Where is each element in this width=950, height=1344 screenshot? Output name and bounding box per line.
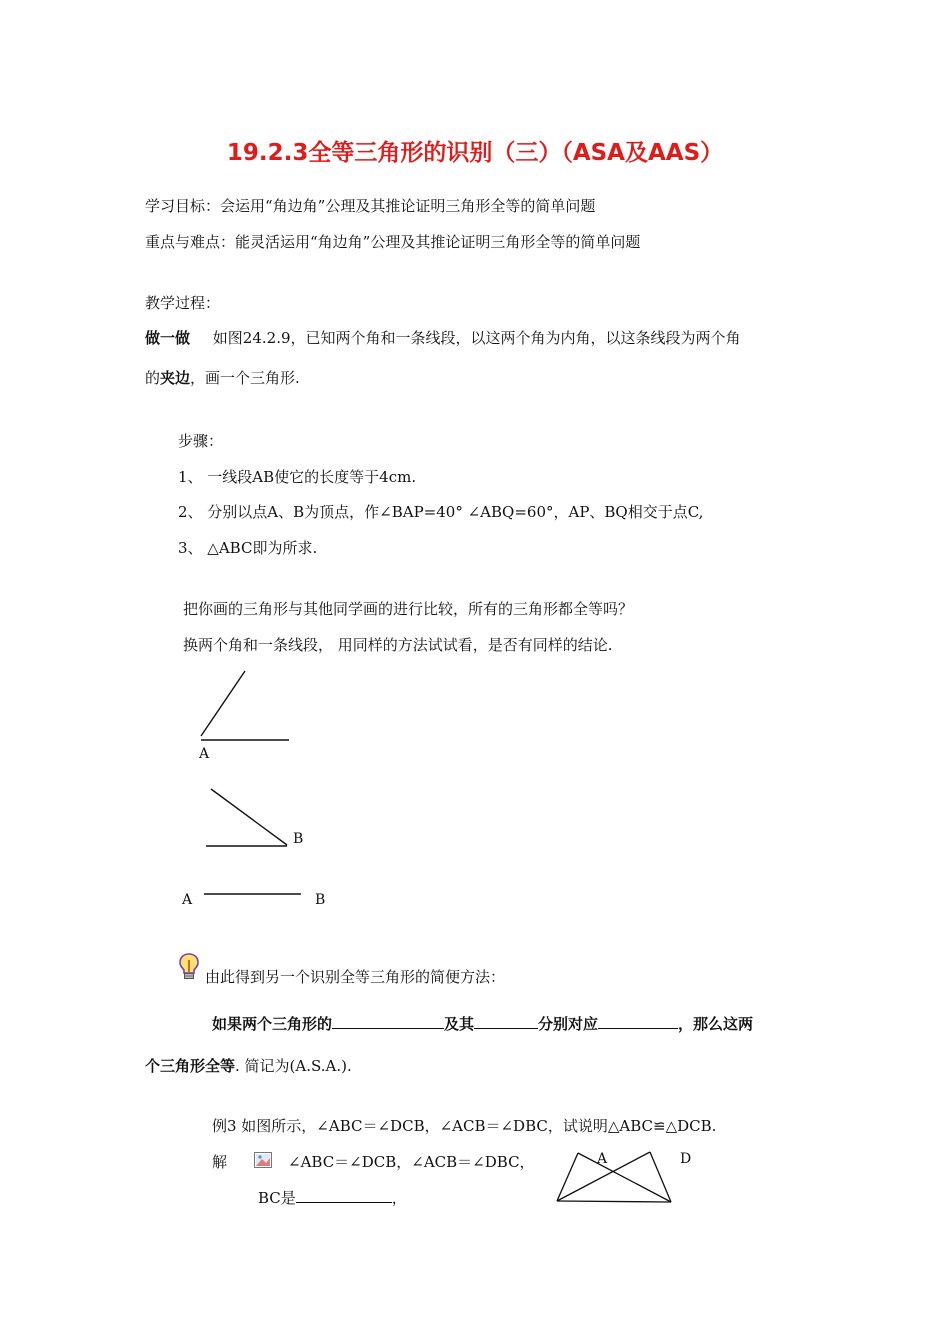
angle-a-ray: [201, 671, 245, 736]
blank-1[interactable]: [332, 1013, 444, 1029]
example-line-bc: [557, 1201, 671, 1202]
label-a-1: A: [199, 746, 210, 762]
activity-text-1: 如图24.2.9，已知两个角和一条线段，以这两个角为内角，以这条线段为两个角: [212, 329, 741, 347]
example-line-ba: [557, 1153, 578, 1201]
solution-label: 解: [212, 1153, 228, 1171]
activity-label: 做一做: [145, 329, 191, 347]
key-points: 重点与难点：能灵活运用“角边角”公理及其推论证明三角形全等的简单问题: [145, 233, 641, 251]
step-2: 2、 分别以点A、B为顶点，作∠BAP=40° ∠ABQ=60°，AP、BQ相交于点C,: [178, 503, 704, 521]
angle-b-ray: [211, 789, 287, 845]
activity-text-2-pre: 的: [145, 369, 161, 387]
blank-3[interactable]: [598, 1013, 678, 1029]
step-3: 3、 △ABC即为所求.: [178, 539, 318, 557]
process-label: 教学过程：: [145, 294, 221, 312]
asa-rule-line-1: [212, 1013, 753, 1034]
compare-question: 把你画的三角形与其他同学画的进行比较，所有的三角形都全等吗？: [183, 600, 634, 618]
example-line-ac: [578, 1153, 671, 1202]
blank-bc[interactable]: [296, 1187, 392, 1203]
asa-rule-line-2: [145, 1055, 352, 1076]
example-label-a: A: [597, 1151, 608, 1167]
page-title: 19.2.3全等三角形的识别（三）（ASA及AAS）: [226, 140, 724, 166]
activity-text-2-post: ，画一个三角形.: [190, 369, 300, 387]
label-b-2: B: [315, 892, 326, 908]
activity-text-2-bold: 夹边: [160, 369, 191, 387]
blank-2[interactable]: [474, 1013, 538, 1029]
rule-part-2: 及其: [444, 1015, 475, 1033]
rule-line-2-rest: . 简记为(A.S.A.).: [235, 1057, 352, 1075]
bc-line: [258, 1187, 407, 1208]
compare-instruction: 换两个角和一条线段， 用同样的方法试试看，是否有同样的结论.: [183, 636, 613, 654]
method-intro: 由此得到另一个识别全等三角形的简便方法：: [205, 968, 506, 986]
label-b-1: B: [293, 831, 304, 847]
example-label-d: D: [680, 1151, 692, 1167]
solution-given: ∠ABC＝∠DCB，∠ACB＝∠DBC，: [288, 1153, 535, 1171]
bc-post: ，: [391, 1189, 407, 1207]
bc-text: BC是: [258, 1189, 296, 1207]
rule-part-3: 分别对应: [538, 1015, 599, 1033]
label-a-2: A: [182, 892, 193, 908]
lightbulb-icon: [178, 952, 200, 982]
example-3: 例3 如图所示，∠ABC＝∠DCB，∠ACB＝∠DBC，试说明△ABC≌△DCB.: [212, 1117, 717, 1135]
learning-objective: 学习目标：会运用“角边角”公理及其推论证明三角形全等的简单问题: [145, 197, 596, 215]
rule-part-1: 如果两个三角形的: [212, 1015, 333, 1033]
example-line-dc: [650, 1152, 671, 1202]
rule-part-4: ，那么这两: [678, 1015, 754, 1033]
rule-line-2-bold: 个三角形全等: [145, 1057, 236, 1075]
steps-label: 步骤：: [178, 432, 224, 450]
image-icon: [254, 1152, 272, 1168]
step-1: 1、 一线段AB使它的长度等于4cm.: [178, 468, 417, 486]
